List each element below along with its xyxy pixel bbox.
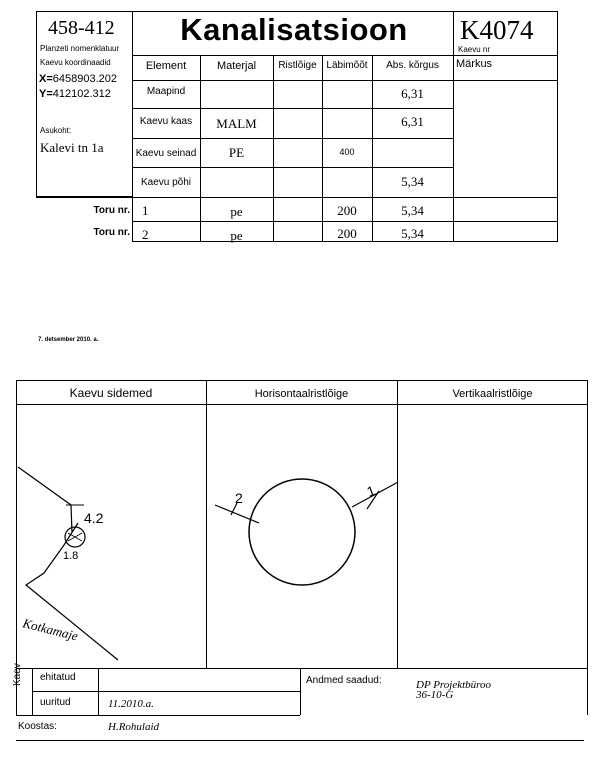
x-coordinate	[39, 73, 117, 85]
pipe-height: 5,34	[401, 203, 424, 218]
distance-label-1: 4.2	[84, 510, 104, 526]
nomenclature-label: Planzeti nomenklatuur	[40, 44, 120, 53]
row-element: Kaevu põhi	[140, 177, 192, 188]
col-header-element: Element	[145, 60, 187, 72]
well-connections-sketch	[16, 405, 206, 667]
distance-label-2: 1.8	[63, 550, 79, 562]
compiled-value: H.Rohulaid	[108, 721, 160, 733]
x-label: X=	[39, 73, 53, 85]
built-label: ehitatud	[40, 672, 76, 683]
col-heading-vertical: Vertikaalristlõige	[452, 388, 533, 400]
row-height: 6,31	[401, 114, 424, 129]
horizontal-section	[207, 405, 397, 667]
date-note: 7. detsember 2010. a.	[38, 337, 99, 343]
col-header-note: Märkus	[456, 58, 493, 70]
street-name: Kotkamaje	[21, 615, 80, 644]
well-number-label: Kaevu nr	[458, 45, 491, 54]
pipe-material: pe	[230, 204, 243, 219]
data-from-label: Andmed saadud:	[306, 675, 382, 686]
pipe-height: 5,34	[401, 226, 424, 241]
location-label: Asukoht:	[40, 126, 72, 135]
row-element: Kaevu seinad	[135, 148, 197, 159]
compiled-label: Koostas:	[18, 721, 57, 732]
col-header-section: Ristlõige	[278, 60, 317, 71]
col-header-material: Materjal	[216, 60, 257, 72]
pipe-diameter: 200	[337, 226, 357, 241]
nomenclature-number: 458-412	[48, 17, 115, 39]
coords-label: Kaevu koordinaadid	[40, 58, 111, 67]
row-material: PE	[228, 145, 245, 160]
row-material: MALM	[216, 116, 257, 131]
y-value: 412102.312	[52, 88, 111, 100]
pipe-number: 1	[142, 203, 149, 218]
col-heading-connections: Kaevu sidemed	[69, 386, 153, 400]
surveyed-label: uuritud	[40, 697, 71, 708]
pipe-material: pe	[230, 228, 243, 243]
data-from-code: 36-10-G	[416, 689, 454, 701]
pipe-label: Toru nr.	[93, 227, 130, 238]
x-value: 6458903.202	[52, 73, 117, 85]
row-height: 5,34	[401, 174, 424, 189]
row-diameter: 400	[339, 147, 355, 157]
pipe-diameter: 200	[337, 203, 357, 218]
well-cross	[68, 533, 82, 541]
pipe-number: 2	[142, 227, 149, 242]
well-circle	[249, 479, 355, 585]
well-number: K4074	[460, 15, 534, 45]
row-element: Maapind	[146, 86, 186, 97]
col-heading-horizontal: Horisontaalristlõige	[254, 388, 349, 400]
y-label: Y=	[39, 88, 53, 100]
page-title: Kanalisatsioon	[180, 12, 408, 47]
surveyed-value: 11.2010.a.	[108, 698, 154, 710]
col-header-height: Abs. kõrgus	[386, 60, 439, 71]
col-header-diameter: Läbimõõt	[326, 60, 368, 71]
data-from-value: DP Projektbüroo	[416, 679, 492, 691]
location-value: Kalevi tn 1a	[40, 140, 104, 155]
pipe-label: Toru nr.	[93, 205, 130, 216]
y-coordinate	[39, 88, 111, 100]
kaev-label: Kaev	[12, 663, 23, 686]
pipe-label-1: 1	[364, 482, 378, 500]
pipe-label-2: 2	[235, 490, 243, 506]
row-element: Kaevu kaas	[139, 116, 193, 127]
row-height: 6,31	[401, 86, 424, 101]
